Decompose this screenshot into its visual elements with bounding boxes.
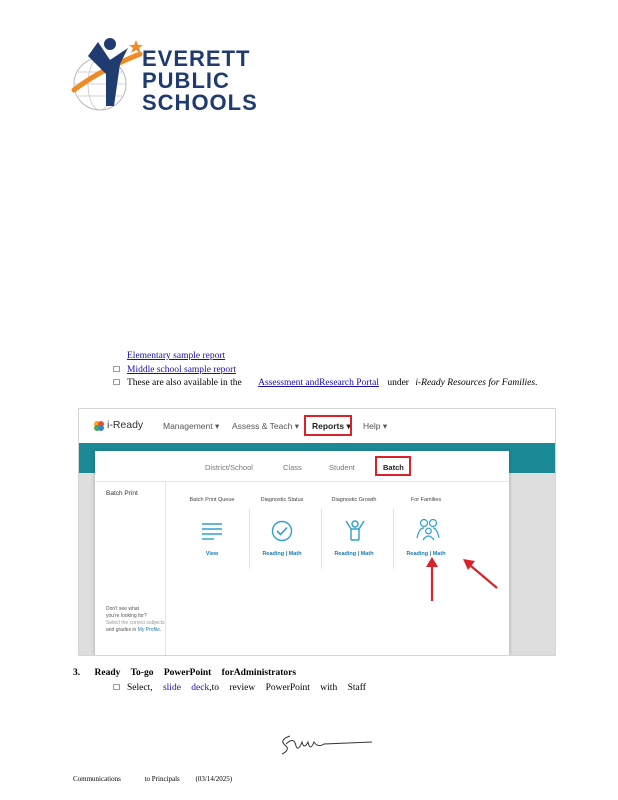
column-divider [321, 509, 322, 569]
assessment-research-portal-link[interactable]: Assessment andResearch Portal [258, 378, 379, 388]
nav-help[interactable]: Help ▾ [363, 421, 388, 431]
period-text: . [535, 378, 538, 388]
chevron-down-icon: ▾ [294, 421, 299, 431]
family-icon [415, 518, 441, 542]
chevron-down-icon: ▾ [215, 421, 220, 431]
list-icon [200, 522, 224, 540]
column-header: Diagnostic Growth [331, 497, 377, 503]
footer [73, 775, 232, 783]
slide-deck-link[interactable]: slide deck [162, 683, 210, 693]
chevron-down-icon: ▾ [382, 421, 388, 431]
iready-reports-screenshot [78, 408, 556, 656]
reports-dropdown-panel [95, 451, 509, 655]
tab-district-school[interactable]: District/School [205, 463, 253, 472]
arrow-up-left-icon [463, 559, 497, 588]
logo-line-1: EVERETT [142, 46, 251, 71]
batch-highlight-box [375, 456, 411, 476]
diagnostic-status-link[interactable]: Reading | Math [262, 551, 302, 557]
review-text: ,to review PowerPoint with Staff [209, 683, 366, 693]
iready-resources-text: i-Ready Resources for Families [415, 378, 536, 388]
bullet-icon: ☐ [113, 365, 121, 374]
elementary-sample-report-link[interactable]: Elementary sample report [127, 351, 226, 361]
tab-student[interactable]: Student [329, 463, 355, 472]
section-title: Ready To-go PowerPoint forAdministrators [94, 668, 297, 678]
under-text: under [387, 378, 409, 388]
nav-reports[interactable]: Reports ▾ [312, 421, 351, 431]
person-celebrating-icon [343, 518, 367, 542]
section-number: 3. [73, 668, 81, 678]
nav-assess-teach[interactable]: Assess & Teach ▾ [232, 421, 299, 431]
everett-public-schools-logo [70, 34, 258, 115]
diagnostic-growth-link[interactable]: Reading | Math [334, 551, 374, 557]
logo-line-3: SCHOOLS [142, 90, 258, 115]
profile-hint: Don't see what you're looking for? Select the correct subjects and grades in My Profile. [106, 606, 165, 633]
iready-flower-icon [93, 420, 105, 432]
section-3-bullet [113, 681, 366, 695]
check-circle-icon [271, 520, 293, 542]
logo-line-2: PUBLIC [142, 68, 230, 93]
bullet-middle [113, 363, 236, 377]
tab-class[interactable]: Class [283, 463, 302, 472]
available-text: These are also available in the [127, 378, 242, 388]
signature [276, 730, 376, 758]
footer-date: (03/14/2025) [195, 775, 233, 783]
arrow-up-icon [426, 557, 438, 601]
batch-queue-view-link[interactable]: View [205, 551, 219, 557]
column-header: Batch Print Queue [189, 497, 235, 503]
column-header: Diagnostic Status [260, 497, 304, 503]
iready-brand: i-Ready [107, 419, 144, 431]
batch-print-title: Batch Print [106, 490, 138, 497]
chevron-down-icon: ▾ [346, 421, 351, 431]
for-families-link[interactable]: Reading | Math [406, 551, 446, 557]
bullet-elementary [127, 350, 255, 363]
bullet-icon: ☐ [113, 378, 121, 387]
nav-management[interactable]: Management ▾ [163, 421, 220, 431]
footer-communications: Communications [73, 775, 121, 783]
select-text: Select, [127, 683, 153, 693]
section-3-heading [73, 667, 296, 680]
logo-emblem-icon [70, 34, 145, 114]
column-header: For Families [410, 497, 442, 503]
batch-sidebar [95, 482, 166, 655]
tab-batch[interactable]: Batch [383, 463, 404, 472]
footer-principals: to Principals [144, 775, 180, 783]
column-divider [393, 509, 394, 569]
red-arrows-annotation [419, 555, 509, 603]
iready-top-nav [79, 409, 555, 443]
middle-school-sample-report-link[interactable]: Middle school sample report [127, 365, 236, 375]
column-divider [249, 509, 250, 569]
bullet-portal [113, 376, 538, 390]
bullet-icon: ☐ [113, 683, 121, 692]
my-profile-link[interactable]: My Profile [137, 627, 160, 633]
reports-highlight-box [304, 415, 352, 436]
